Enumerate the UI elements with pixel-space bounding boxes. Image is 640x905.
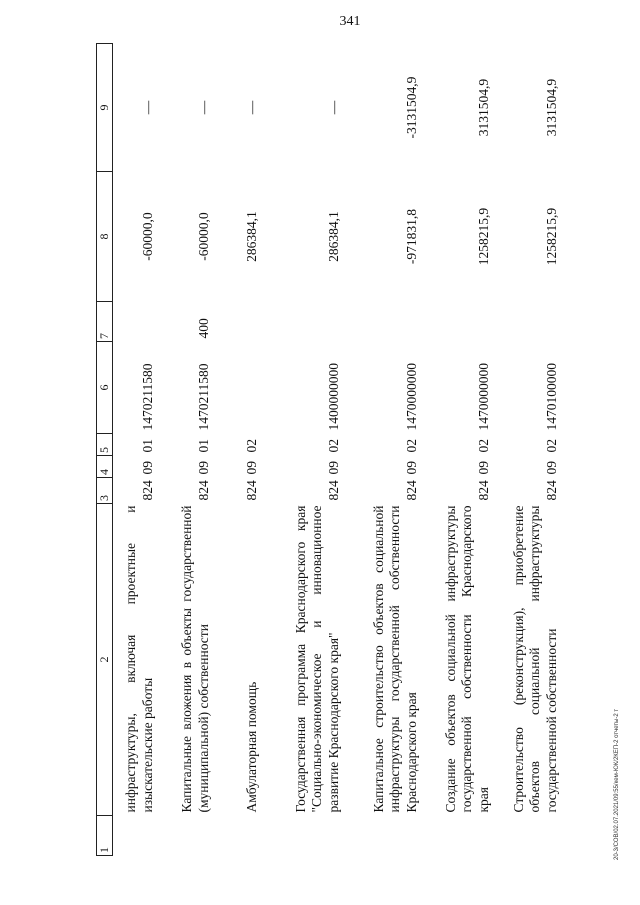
column-header-8: 8 <box>97 172 113 302</box>
row-code-section: 09 <box>475 461 491 475</box>
row-name: инфраструктуры, включая проектные и изыскательские работы <box>123 505 155 813</box>
column-header-1: 1 <box>97 816 113 856</box>
row-code-subsection: 02 <box>543 439 559 453</box>
row-code-ministry: 824 <box>139 480 155 501</box>
row-code-expense-type: 400 <box>195 318 211 339</box>
table-header-row <box>97 44 113 856</box>
column-header-4: 4 <box>97 456 113 478</box>
row-name: Амбулаторная помощь <box>243 681 259 813</box>
row-name: Создание объектов социальной инфраструктуры государственной собственности Краснодарского края <box>442 505 491 813</box>
row-code-section: 09 <box>243 461 259 475</box>
row-code-subsection: 02 <box>403 439 419 453</box>
row-name: Капитальное строительство объектов социальной инфраструктуры государственной собственности Краснодарского края <box>370 505 419 813</box>
column-header-5: 5 <box>97 434 113 456</box>
table-row <box>158 44 214 856</box>
row-code-expense-type <box>422 302 494 342</box>
row-code-expense-type <box>344 302 422 342</box>
table-row <box>112 44 158 856</box>
row-amount-9: — <box>139 100 155 115</box>
row-code-target: 1470100000 <box>543 363 559 431</box>
column-header-2: 2 <box>97 504 113 816</box>
row-code-expense-type <box>214 302 262 342</box>
row-code-subsection: 02 <box>475 439 491 453</box>
row-name: Капитальные вложения в объекты государственной (муниципальной) собственности <box>179 505 211 813</box>
page-number: 341 <box>339 14 361 29</box>
row-code-expense-type <box>262 302 344 342</box>
row-code-ministry: 824 <box>475 480 491 501</box>
row-code-subsection: 02 <box>243 439 259 453</box>
row-code-section: 09 <box>195 461 211 475</box>
document-stamp: 20-3/СОВ/02.07.2021/09:55/кем-ЮК/2КЕП-2 отчеты-2 т <box>614 708 620 860</box>
row-code-target: 1470000000 <box>403 363 419 431</box>
table-row <box>422 44 494 856</box>
budget-table <box>96 43 562 856</box>
table-row <box>344 44 422 856</box>
row-code-section: 09 <box>403 461 419 475</box>
row-amount-8: 1258215,9 <box>543 207 559 266</box>
row-amount-9: — <box>325 100 341 115</box>
row-code-ministry: 824 <box>403 480 419 501</box>
row-code-ministry: 824 <box>243 480 259 501</box>
row-amount-8: 286384,1 <box>325 211 341 262</box>
row-code-subsection: 01 <box>195 439 211 453</box>
row-code-expense-type <box>494 302 562 342</box>
row-code-expense-type <box>112 302 158 342</box>
column-header-9: 9 <box>97 44 113 172</box>
row-amount-9: -3131504,9 <box>403 76 419 139</box>
row-amount-8: -971831,8 <box>403 208 419 265</box>
row-code-target <box>214 342 262 434</box>
row-amount-8: -60000,0 <box>139 212 155 261</box>
row-code-target: 1470000000 <box>475 363 491 431</box>
row-code-target: 1470211580 <box>195 363 211 431</box>
row-code-ministry: 824 <box>325 480 341 501</box>
row-code-section: 09 <box>325 461 341 475</box>
row-amount-9: 3131504,9 <box>543 78 559 137</box>
column-header-3: 3 <box>97 478 113 504</box>
row-amount-8: -60000,0 <box>195 212 211 261</box>
row-amount-8: 286384,1 <box>243 211 259 262</box>
row-amount-9: — <box>243 100 259 115</box>
row-code-ministry: 824 <box>543 480 559 501</box>
column-header-6: 6 <box>97 342 113 434</box>
column-header-7: 7 <box>97 302 113 342</box>
row-code-subsection: 01 <box>139 439 155 453</box>
row-amount-8: 1258215,9 <box>475 207 491 266</box>
row-code-section: 09 <box>139 461 155 475</box>
row-code-section: 09 <box>543 461 559 475</box>
row-amount-9: 3131504,9 <box>475 78 491 137</box>
table-row <box>262 44 344 856</box>
row-name: Государственная программа Краснодарского края "Социально-экономическое и инновационное развитие Краснодарского края" <box>292 505 341 813</box>
row-code-subsection: 02 <box>325 439 341 453</box>
row-code-target: 1400000000 <box>325 363 341 431</box>
row-amount-9: — <box>195 100 211 115</box>
rotated-table-container <box>96 44 596 856</box>
row-code-ministry: 824 <box>195 480 211 501</box>
table-row <box>214 44 262 856</box>
row-code-target: 1470211580 <box>139 363 155 431</box>
row-name: Строительство (реконструкция), приобретение объектов социальной инфраструктуры государственной собственности <box>510 505 559 813</box>
table-row <box>494 44 562 856</box>
